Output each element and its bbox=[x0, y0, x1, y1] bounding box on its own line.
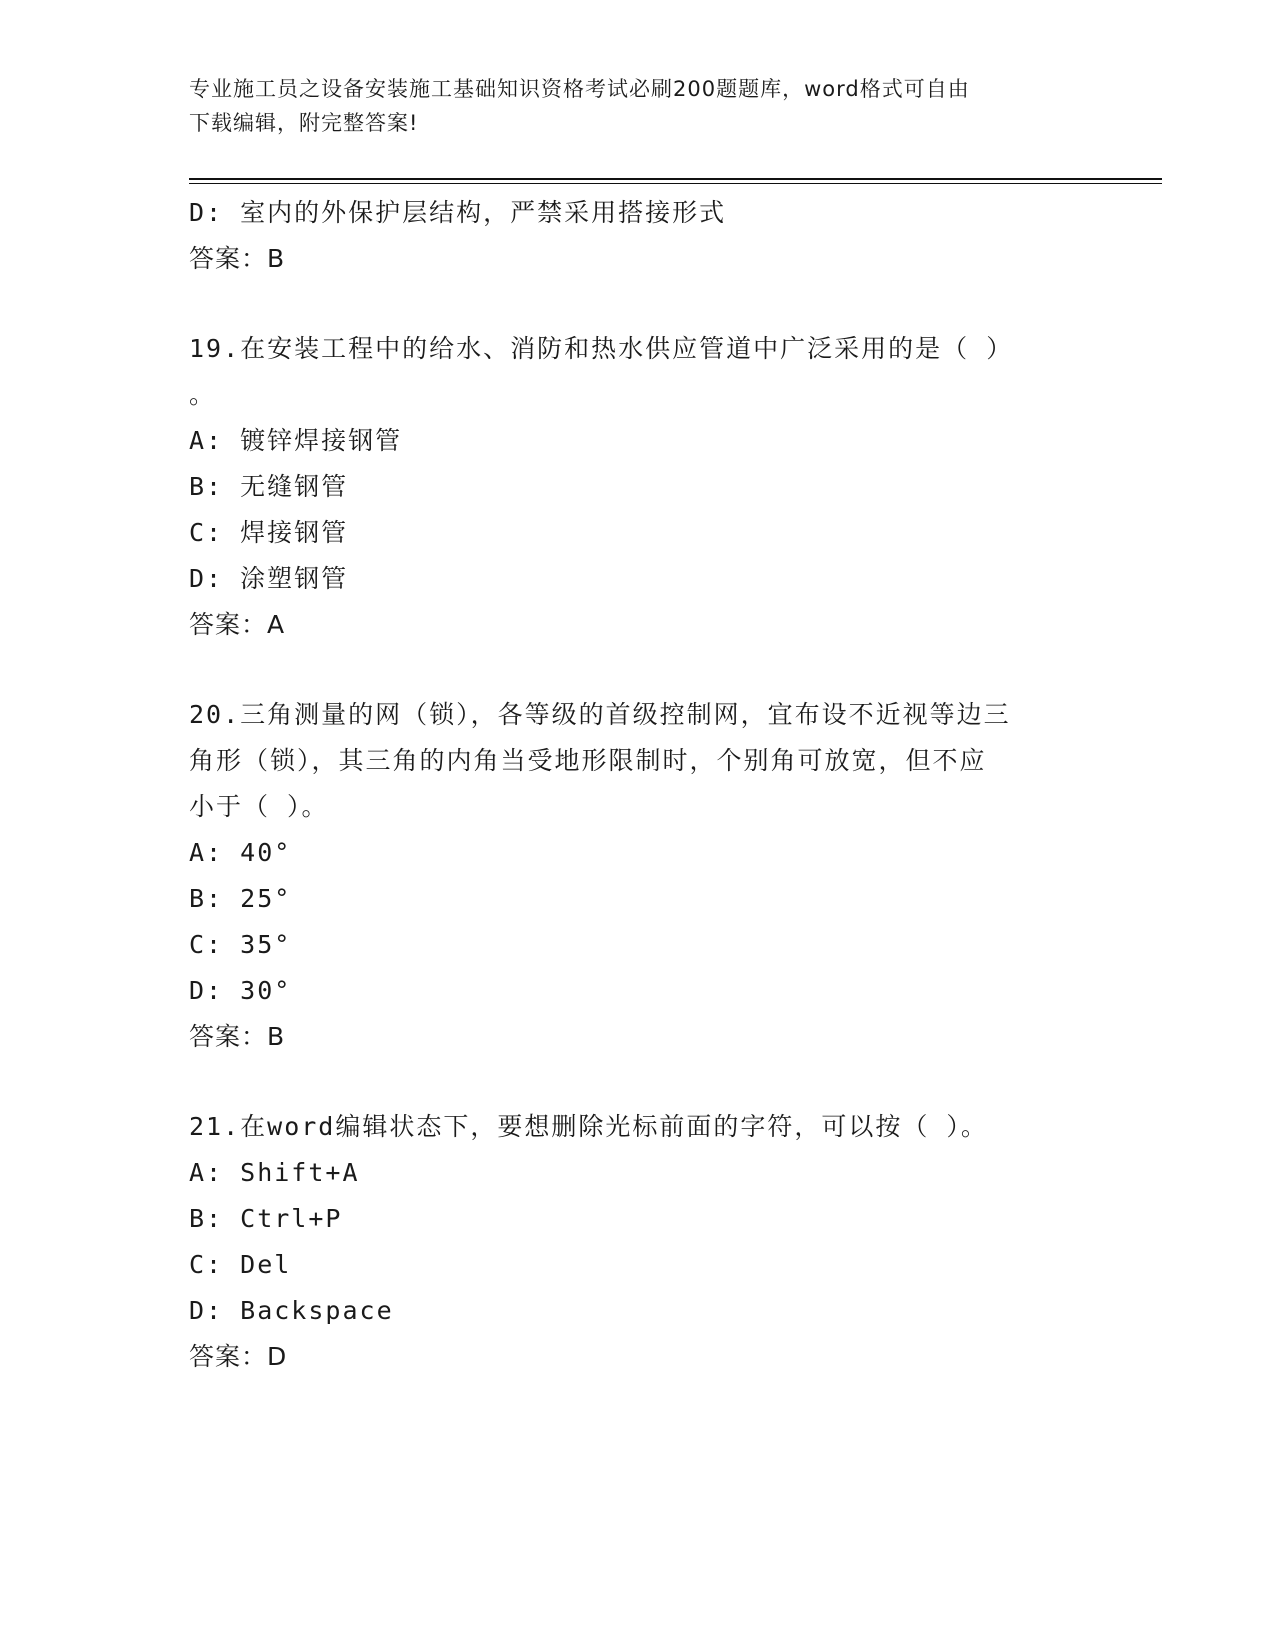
option-c: C: 焊接钢管 bbox=[189, 518, 349, 547]
question-21 bbox=[189, 1104, 1089, 1380]
question-19 bbox=[189, 326, 1089, 648]
option-c: C: 35° bbox=[189, 930, 292, 959]
option-a: A: 镀锌焊接钢管 bbox=[189, 426, 403, 455]
question-20 bbox=[189, 692, 1089, 1060]
document-header bbox=[189, 72, 1089, 140]
option-d: D: Backspace bbox=[189, 1296, 394, 1325]
question-text: 21.在word编辑状态下，要想删除光标前面的字符，可以按（ ）。 bbox=[189, 1112, 988, 1141]
option-a: A: 40° bbox=[189, 838, 292, 867]
question-text-cont: 角形（锁），其三角的内角当受地形限制时，个别角可放宽，但不应 bbox=[189, 746, 987, 775]
option-d: D: 涂塑钢管 bbox=[189, 564, 349, 593]
option-b: B: Ctrl+P bbox=[189, 1204, 343, 1233]
option-c: C: Del bbox=[189, 1250, 292, 1279]
question-list bbox=[189, 190, 1089, 1380]
answer-label: 答案：B bbox=[189, 1022, 286, 1051]
question-text: 19.在安装工程中的给水、消防和热水供应管道中广泛采用的是（ ） bbox=[189, 334, 1014, 363]
question-text: 20.三角测量的网（锁），各等级的首级控制网，宜布设不近视等边三 bbox=[189, 700, 1011, 729]
answer-label: 答案：A bbox=[189, 610, 286, 639]
header-line-2: 下载编辑，附完整答案! bbox=[189, 111, 419, 135]
answer-label: 答案：B bbox=[189, 244, 286, 273]
option-d: D: 室内的外保护层结构，严禁采用搭接形式 bbox=[189, 198, 727, 227]
option-b: B: 无缝钢管 bbox=[189, 472, 349, 501]
option-b: B: 25° bbox=[189, 884, 292, 913]
header-line-1: 专业施工员之设备安装施工基础知识资格考试必刷200题题库，word格式可自由 bbox=[189, 77, 970, 101]
option-a: A: Shift+A bbox=[189, 1158, 360, 1187]
header-divider-thin bbox=[189, 183, 1162, 184]
question-18-tail bbox=[189, 190, 1089, 282]
header-divider-thick bbox=[189, 178, 1162, 180]
question-text-cont: 小于（ ）。 bbox=[189, 792, 329, 821]
question-text-cont: 。 bbox=[189, 380, 217, 409]
option-d: D: 30° bbox=[189, 976, 292, 1005]
answer-label: 答案：D bbox=[189, 1342, 288, 1371]
